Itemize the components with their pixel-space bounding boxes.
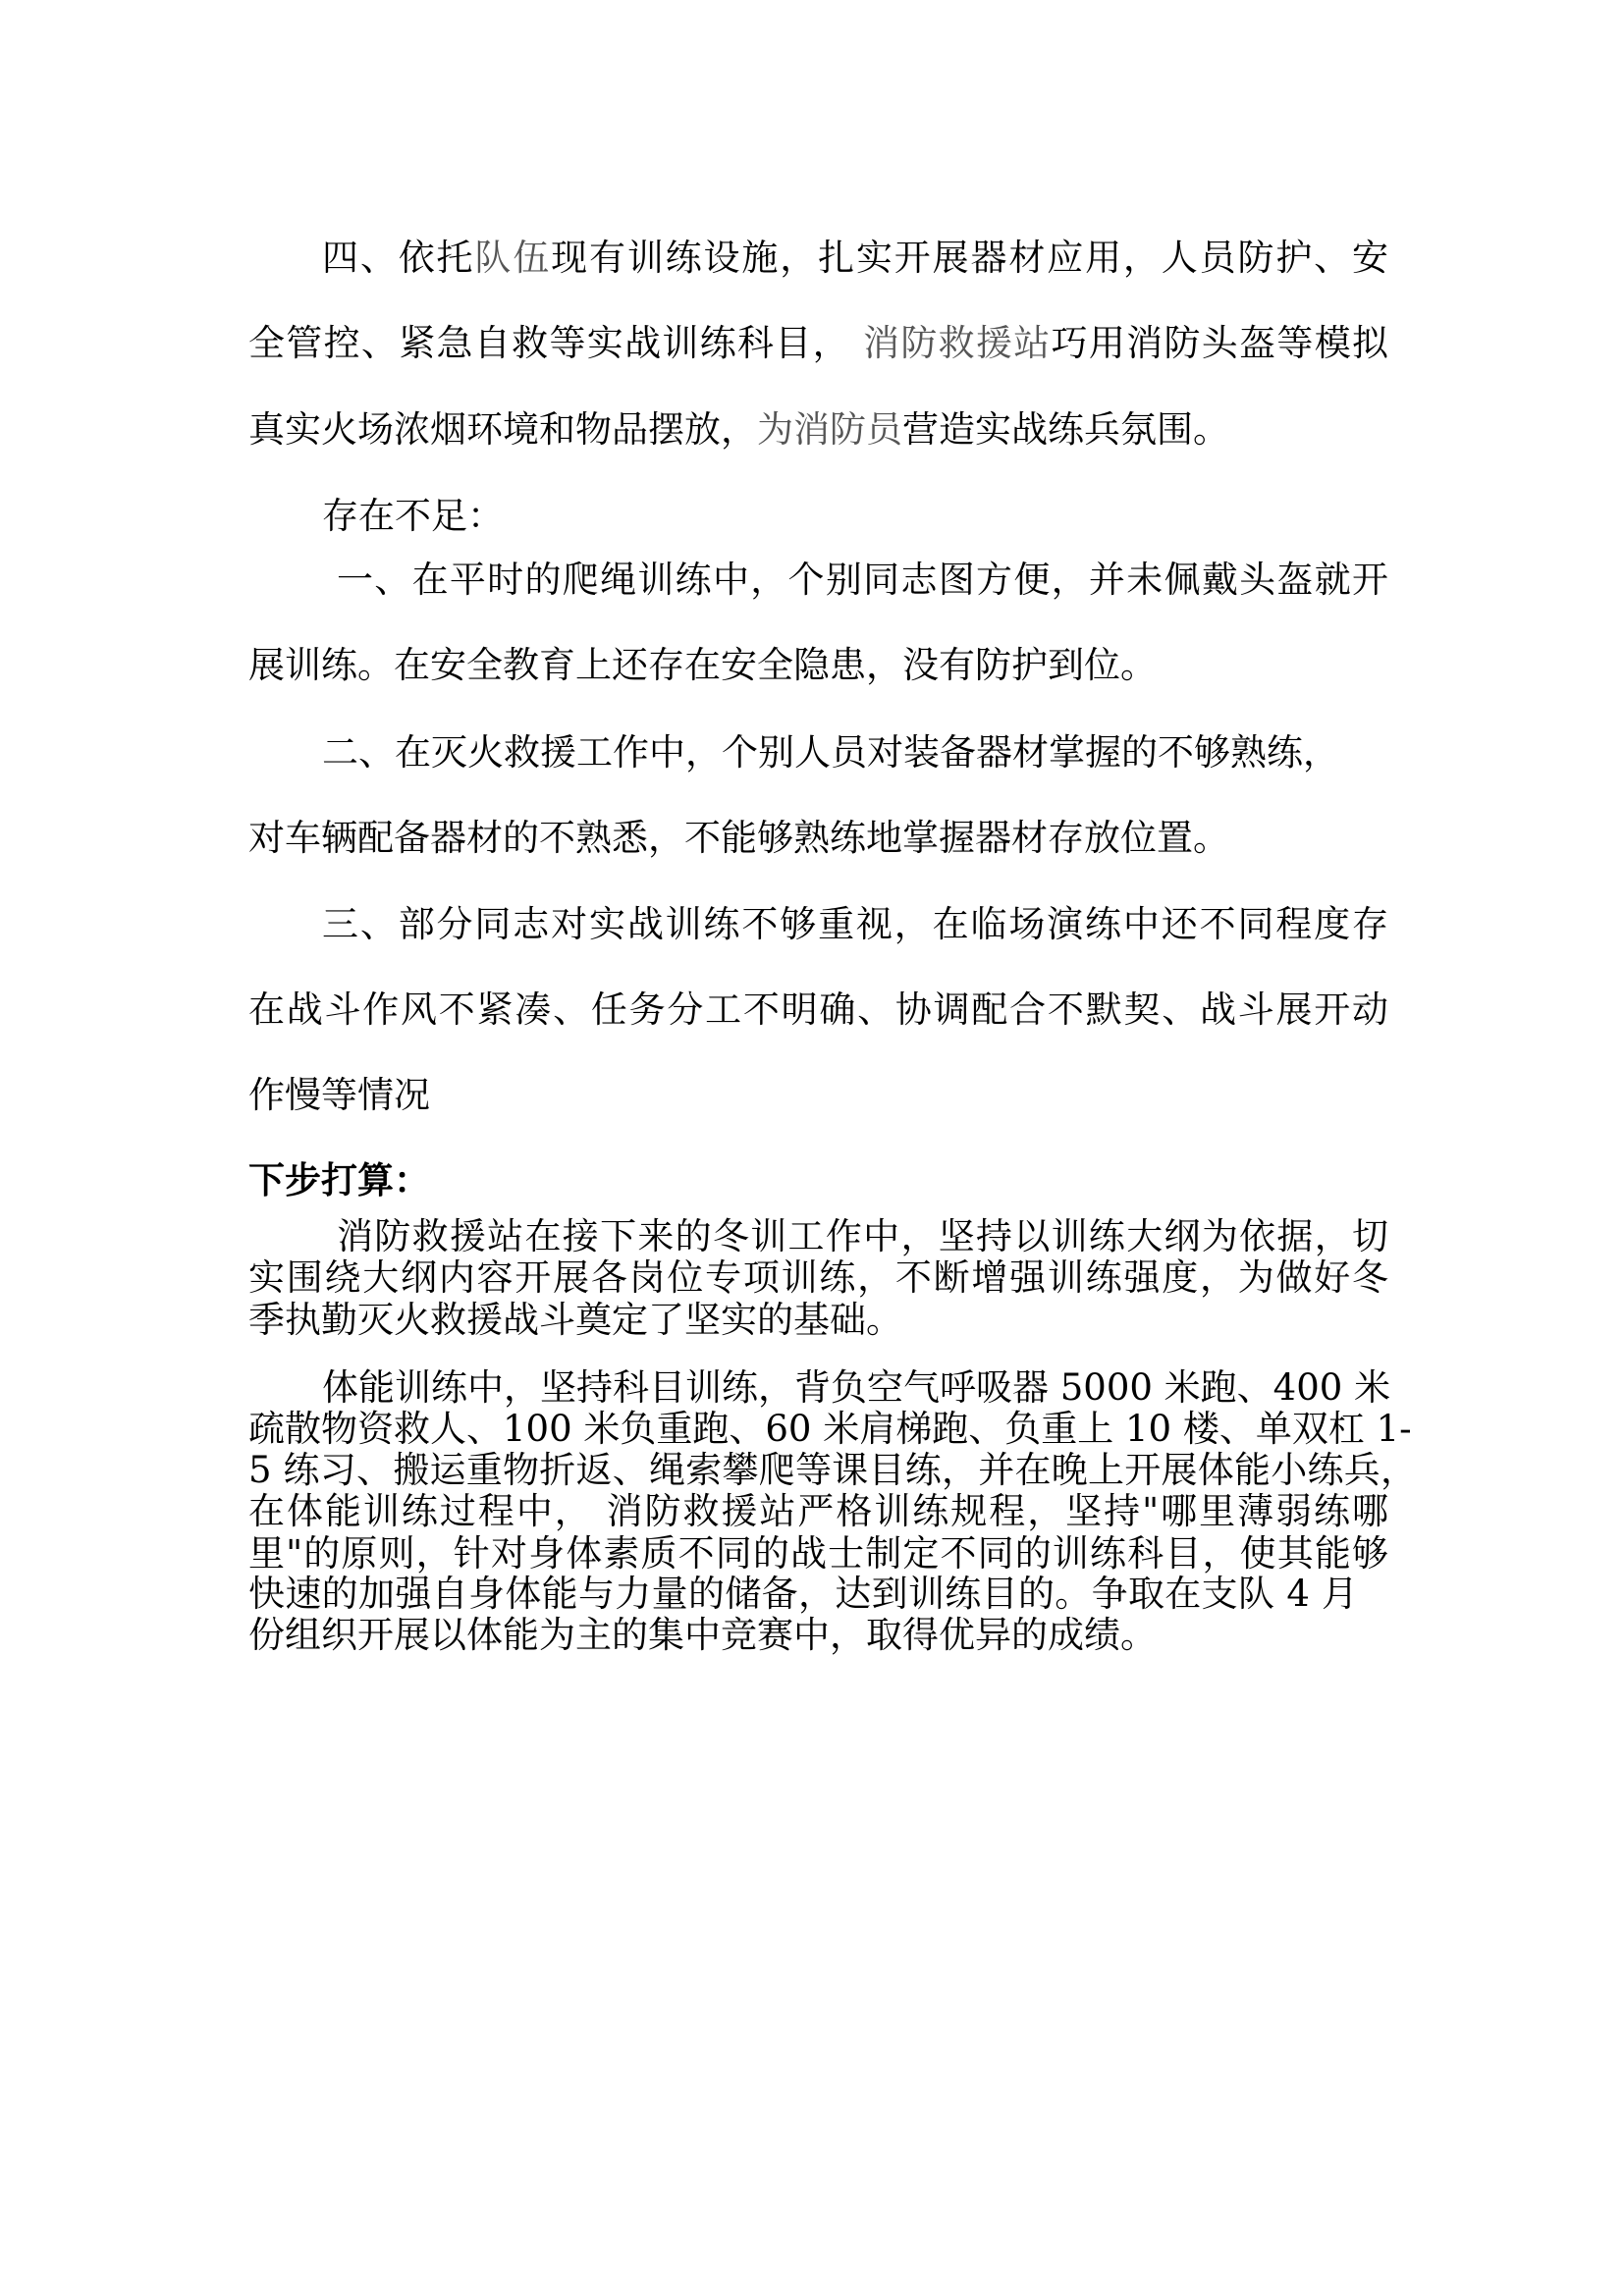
text: 营造实战练兵氛围。	[902, 408, 1229, 451]
shortcomings-heading: 存在不足：	[322, 495, 504, 537]
paragraph-4-line-1	[322, 237, 1388, 280]
shortcoming-1-line-1: 一、在平时的爬绳训练中，个别同志图方便，并未佩戴头盔就开	[337, 559, 1388, 601]
paragraph-4-line-2	[248, 322, 1388, 365]
paragraph-4-line-3	[248, 408, 1229, 452]
next-steps-p2-line-1: 体能训练中，坚持科目训练，背负空气呼吸器 5000 米跑、400 米	[322, 1366, 1391, 1409]
text-gray: 消防救援站	[863, 322, 1052, 364]
shortcoming-2-line-1: 二、在灭火救援工作中，个别人员对装备器材掌握的不够熟练，	[322, 731, 1339, 774]
next-steps-p2-line-3: 5 练习、搬运重物折返、绳索攀爬等课目练，并在晚上开展体能小练兵，	[248, 1449, 1417, 1491]
text-gray: 队伍	[474, 237, 552, 279]
next-steps-p1-line-1: 消防救援站在接下来的冬训工作中，坚持以训练大纲为依据，切	[337, 1215, 1388, 1257]
text: 全管控、紧急自救等实战训练科目，	[248, 322, 850, 364]
shortcoming-3-line-3: 作慢等情况	[248, 1074, 430, 1116]
shortcoming-3-line-2: 在战斗作风不紧凑、任务分工不明确、协调配合不默契、战斗展开动	[248, 988, 1388, 1031]
next-steps-p2-line-4: 在体能训练过程中， 消防救援站严格训练规程，坚持"哪里薄弱练哪	[248, 1490, 1388, 1532]
text: 巧用消防头盔等模拟	[1051, 322, 1389, 364]
shortcoming-1-line-2: 展训练。在安全教育上还存在安全隐患，没有防护到位。	[248, 644, 1157, 686]
shortcoming-2-line-2: 对车辆配备器材的不熟悉，不能够熟练地掌握器材存放位置。	[248, 817, 1229, 859]
text: 四、依托	[322, 237, 475, 279]
text: 真实火场浓烟环境和物品摆放，	[248, 408, 757, 451]
next-steps-heading: 下步打算：	[248, 1159, 430, 1201]
next-steps-p1-line-2: 实围绕大纲内容开展各岗位专项训练，不断增强训练强度，为做好冬	[248, 1256, 1388, 1299]
text: 现有训练设施，扎实开展器材应用，人员防护、安	[551, 237, 1389, 279]
next-steps-p2-line-7: 份组织开展以体能为主的集中竞赛中，取得优异的成绩。	[248, 1614, 1157, 1656]
next-steps-p2-line-2: 疏散物资救人、100 米负重跑、60 米肩梯跑、负重上 10 楼、单双杠 1-	[248, 1408, 1412, 1450]
next-steps-p1-line-3: 季执勤灭火救援战斗奠定了坚实的基础。	[248, 1299, 902, 1341]
text-gray: 为消防员	[757, 408, 902, 451]
next-steps-p2-line-5: 里"的原则，针对身体素质不同的战士制定不同的训练科目，使其能够	[248, 1532, 1388, 1575]
shortcoming-3-line-1: 三、部分同志对实战训练不够重视，在临场演练中还不同程度存	[322, 903, 1388, 945]
next-steps-p2-line-6: 快速的加强自身体能与力量的储备，达到训练目的。争取在支队 4 月	[248, 1573, 1358, 1615]
